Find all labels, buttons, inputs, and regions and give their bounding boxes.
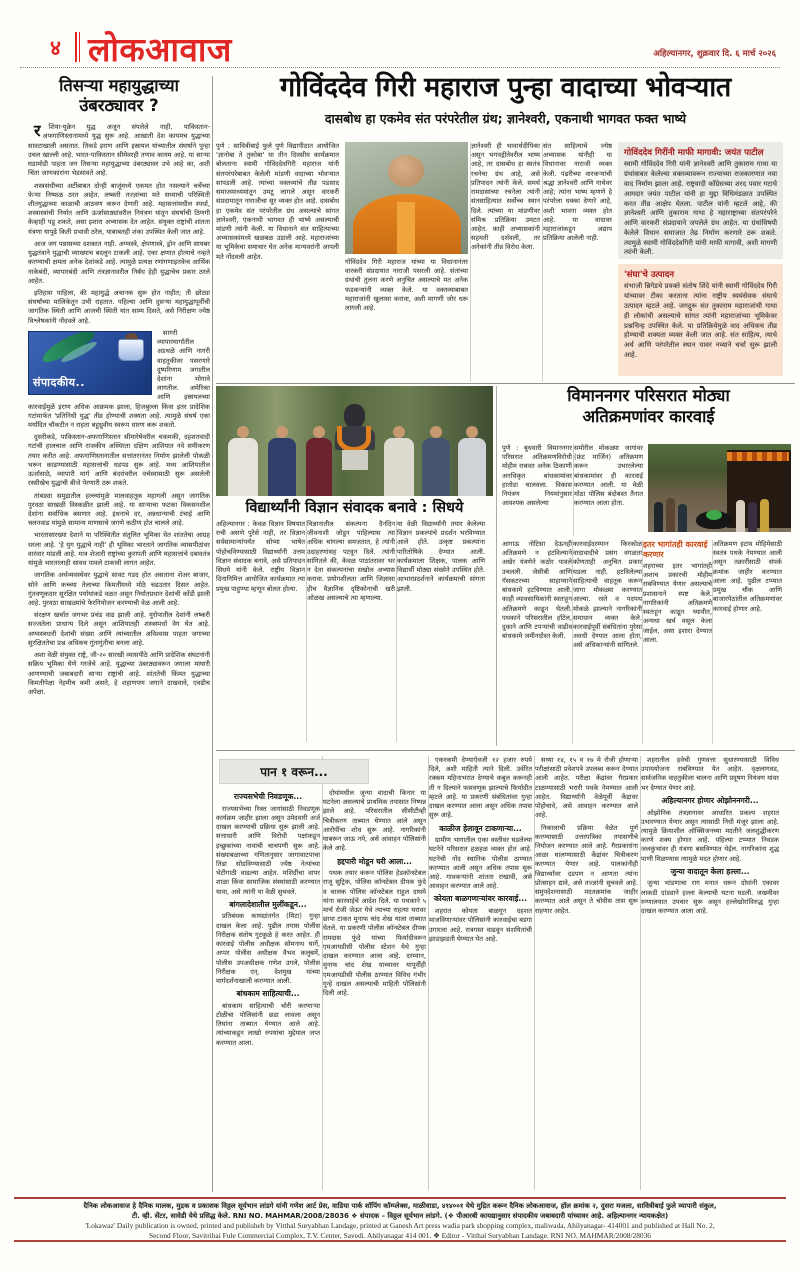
- crowd-green-bag: [706, 510, 722, 520]
- vimannagar-lead-row: [502, 444, 795, 536]
- left-article-body: र शिया-युक्रेन युद्ध अजून संपलेले नाही. पाकिस्तान-अफगाणिस्तानामध्ये युद्ध सुरू आहे. आखाती देश कायमच युद्धाच्या सावटाखाली असतात. तिकडे इराण आणि इस्रायल यांच्यातील संघर्षाने पुन्हा उचल खाल्ली आहे. भारत-पाकिस्तान सीमेवरही तणाव कायम आहे. या साऱ्या घडामोडी पाहता जग तिसऱ्या महायुद्धाच्या उंबरठ्यावर उभे आहे का, अशी चिंता जाणकारांना भेडसावते आहे. शस्त्रसंधीच्या अटींबाबत दोन्ही बाजूंमध्ये एकमत होत नसल्याने चर्चेच्या फेऱ्या निष्फळ ठरत आहेत. लष्करी तज्ज्ञांच्या मते सध्याची परिस्थिती शीतयुद्धाच्या काळाची आठवण करून देणारी आहे. महासत्तांमधील स्पर्धा, शस्त्रास्त्रांची निर्यात आणि ऊर्जासाठ्यांवरील नियंत्रण यांतून संघर्षाची ठिणगी केव्हाही पडू शकते, असा इशारा अभ्यासक देत आहेत. संयुक्त राष्ट्रांची शांतता यंत्रणा यापुढे किती प्रभावी ठरेल, याबाबतही शंका उपस्थित केली जात आहे. आज जग पन्नासच्या दशकात नाही. अण्वस्त्रे, क्षेपणास्त्रे, ड्रोन आणि सायबर युद्धतंत्राने युद्धाची व्याख्याच बदलून टाकली आहे. एका क्षणात होत्याचे नव्हते करण्याची क्षमता अनेक देशांकडे आहे. त्यामुळे प्रत्यक्ष रणांगणाइतकेच आर्थिक नाकेबंदी, व्यापारबंदी आणि तंत्रज्ञानावरील निर्बंध हेही युद्धाचेच प्रकार ठरले आहेत. इतिहास पाहिला, की महायुद्धे अचानक सुरू होत नाहीत; ती छोट्या संघर्षांच्या मालिकेतून उभी राहतात. पहिल्या आणि दुसऱ्या महायुद्धापूर्वीची जागतिक स्थिती आणि आजची स्थिती यांत साम्य दिसते, असे निरीक्षण ज्येष्ठ विश्लेषकांनी नोंदवले आहे. संपादकीय.. सागरी व्यापारमार्गांतील अडथळे आणि नागरी वाहतुकीवर पसरणारे दुष्परिणाम जगातील देशांना भोगावे लागतील. अमेरिका आणि इस्रायलच्या कारवाईमुळे इराण अधिक आक्रमक झाला, हिजबुल्ला किंवा इतर प्रादेशिक गटांमार्फत 'प्रतिनिधी युद्ध' तीव्र होण्याची शक्यता आहे. त्यामुळे संघर्ष एका मर्यादित चौकटीत न राहता बहुध्रुवीय स्वरूप धारण करू शकतो. दुसरीकडे, पाकिस्तान-अफगाणिस्तान सीमारेषेवरील चकमकी, दहशतवादी गटांची हालचाल आणि राजकीय अस्थिरता दक्षिण आशियात नवे समीकरण तयार करीत आहे. अफगाणिस्तानातील सत्तांतरानंतर निर्माण झालेली पोकळी भरून काढण्यासाठी महासत्तांची धडपड सुरू आहे. मध्य आशियातील ऊर्जासाठे, व्यापारी मार्ग आणि बंदरांवरील वर्चस्वासाठी सुरू असलेली रस्सीखेच युद्धाची बीजे पेरणारी ठरू शकते. तांबड्या समुद्रातील हल्ल्यांमुळे मालवाहतूक महागली असून जागतिक पुरवठा साखळी विस्कळीत झाली आहे. या साऱ्याचा फटका विकसनशील देशांना सर्वाधिक बसणार आहे. इंधनाचे दर, अन्नधान्याची टंचाई आणि चलनवाढ यांमुळे सामान्य माणसाचे जगणे कठीण होत चालले आहे. भारतासारख्या देशाने या परिस्थितीत संतुलित भूमिका घेत शांततेचा आग्रह धरला आहे. 'हे युग युद्धाचे नाही' ही भूमिका भारताने जागतिक व्यासपीठांवर वारंवार मांडली आहे. मात्र शेजारी राष्ट्रांच्या कुरापती आणि महासत्तांचे दबावतंत्र यांमुळे भारतालाही सावध पावले टाकावी लागत आहेत. जागतिक अर्थव्यवस्थेवर युद्धाचे सावट गडद होत असताना शेअर बाजार, सोने आणि कच्च्या तेलाच्या किमतींमध्ये मोठे चढउतार दिसत आहेत. गुंतवणूकदार सुरक्षित पर्यायांकडे वळत असून निर्यातप्रधान देशांची कोंडी झाली आहे. पुरवठा साखळ्यांचे फेरनियोजन करण्याची वेळ आली आहे. संरक्षण खर्चात जगभर प्रचंड वाढ झाली आहे. युरोपातील देशांनी लष्करी सज्जतेला प्राधान्य दिले असून आशियातही शस्त्रस्पर्धा वेग घेत आहे. अण्वस्त्रधारी देशांची संख्या आणि त्यांच्यातील अविश्वास पाहता जगाच्या सुरक्षिततेचा प्रश्न अधिकच गुंतागुंतीचा बनला आहे. अशा वेळी संयुक्त राष्ट्रे, जी-२० सारखी व्यासपीठे आणि प्रादेशिक संघटनांनी सक्रिय भूमिका घेणे गरजेचे आहे. युद्धाच्या उंबरठ्यावरून जगाला माघारी आणण्याची जबाबदारी साऱ्या राष्ट्रांची आहे. शांततेची किंमत युद्धाच्या किमतीपेक्षा नेहमीच कमी असते, हे शहाणपण जगाने दाखवावे, एवढीच अपेक्षा.: [28, 121, 210, 696]
- continuation-col3: एकरकमी देण्याऐवजी १२ हजार रुपये दिले, अशी माहिती त्याने दिली. उर्वरित रक्कम महिनाभरात देण्याचे कबूल करूनही ती न दिल्याने फसवणूक झाल्याचे फिर्यादीत म्हटले आहे. या प्रकरणी संबंधितांवर गुन्हा दाखल करण्यात आला असून अधिक तपास सुरू आहे. काळीज हेलावून टाकणाऱ्या... ग्रामीण भागातील एका वस्तीवर घडलेल्या घटनेने परिसरात हळहळ व्यक्त होत आहे. घटनेची नोंद स्थानिक पोलीस ठाण्यात करण्यात आली असून अधिक तपास सुरू आहे. गावकऱ्यांनी शांतता राखावी, असे आवाहन करण्यात आले आहे. कोयता बाळगणाऱ्यांवर कारवाई... शहरात कोयता बाळगून दहशत माजविणाऱ्यांवर पोलिसांनी कारवाईचा बडगा उगारला आहे. रात्रगस्त वाढवून संशयितांची झाडाझडती घेण्यात येत आहे.: [428, 756, 532, 1190]
- main-article-col3: ज्ञानेश्वरी ही भावार्थदीपिका असून भगवद्गीतेवरील भाष्य आहे, तर दासबोध हा स्वतंत्र रचनेचा ग्रंथ आहे, असे प्रतिपादन त्यांनी केले. समर्थ रामदासांच्या रचनेला त्यांनी संतसाहित्यात सर्वोच्च स्थान दिले. त्यांच्या या मांडणीवर संमिश्र प्रतिक्रिया उमटत आहेत. काही अभ्यासकांनी सहमती दर्शवली, तर अनेकांनी तीव्र विरोध केला.: [470, 142, 540, 382]
- continuation-col5: शहरातील हवेची गुणवत्ता सुधारण्यासाठी विविध उपाययोजना राबविण्यात येत आहेत. वृक्षलागवड, सार्वजनिक वाहतुकीला चालना आणि प्रदूषण नियंत्रण यांवर भर देण्यात येणार आहे. अहिल्यानगर होणार ओझोननगरी... ओझोनिक तंत्रज्ञानावर आधारित प्रकल्प शहरात उभारण्यात येणार असून त्यासाठी निधी मंजूर झाला आहे. त्यामुळे क्रियाशील ऑक्सिजनच्या मदतीने जलशुद्धीकरण करणे शक्य होणार आहे. पहिल्या टप्प्यात निवडक जलकुंभांवर ही यंत्रणा बसविण्यात येईल. नागरिकांना शुद्ध पाणी मिळण्यास त्यामुळे मदत होणार आहे. जुन्या वादातून केला हल्ला... जुन्या भांडणाचा राग मनात धरून दोघांनी एकावर लाकडी दांड्याने हल्ला केल्याची घटना घडली. जखमीवर रुग्णालयात उपचार सुरू असून हल्लेखोरांविरुद्ध गुन्हा दाखल करण्यात आला आहे.: [640, 756, 779, 1190]
- sidebar-box2-head: 'संघा'चे उत्पादन: [624, 270, 675, 280]
- editorial-image: [28, 331, 152, 395]
- person: [306, 438, 332, 496]
- crowd-figure: [748, 502, 757, 532]
- monk-head: [388, 155, 424, 187]
- crowd-figure: [760, 499, 769, 532]
- sidebar-box1-head: गोविंददेव गिरींनी माफी मागावी: जयंत पाटील: [624, 148, 764, 158]
- vimannagar-col1: आगाऊ नोटिसा देऊनही अतिक्रमणे न हटविल्याने अखेर यंत्रणेने कठोर पावले उचलली. जेसीबी आणि गॅसकटरच्या साहाय्याने बांधकामे हटविण्यात आली. काही व्यावसायिकांनी स्वतःहून अतिक्रमणे काढून घेतली. पथकाने परिसरातील हॉटेल, दुकाने आणि टपऱ्यांची वाढीव बांधकामे जमीनदोस्त केली.: [502, 540, 572, 641]
- person: [422, 438, 450, 496]
- sidebar-box-sangh: [618, 264, 783, 376]
- left-article: [28, 76, 210, 1192]
- statue-garland: [337, 426, 371, 452]
- crowd-figure: [666, 498, 675, 532]
- sidebar-box-patil: [618, 142, 783, 259]
- person: [228, 438, 258, 496]
- column-rule-mid: [496, 386, 497, 746]
- science-columns: [216, 520, 493, 742]
- main-headline: गोविंददेव गिरी महाराज पुन्हा वादाच्या भोवऱ्यात: [279, 72, 732, 103]
- middle-section: [216, 386, 795, 746]
- section-rule-1: [216, 383, 795, 384]
- continuation-columns: [216, 756, 795, 1190]
- statue-photo: [216, 386, 493, 496]
- page-number: ४: [50, 36, 61, 60]
- person: [458, 438, 486, 496]
- science-col1: अहिल्यानगर : केवळ विज्ञान विषयात रुची असणे पुरेसे नाही, तर विज्ञान सर्वसामान्यांपर्यंत सोप्या भाषेत पोहोचविण्यासाठी विद्यार्थ्यांनी उत्तम विज्ञान संवादक बनावे, असे प्रतिपादन सिधये यांनी केले. राष्ट्रीय विज्ञान दिनानिमित्त आयोजित कार्यक्रमात त्या प्रमुख पाहुण्या म्हणून बोलत होत्या.: [216, 520, 305, 593]
- editorial-label: संपादकीय..: [33, 376, 85, 390]
- vimannagar-headline: विमाननगर परिसरात मोठ्या अतिक्रमणांवर कारवाई: [567, 386, 730, 426]
- vimannagar-lead-col2: समोरील मोकळ्या जागांवर (फ्रंट मार्जिन) अतिक्रमण करून उभारलेल्या बांधकामांवर ही कारवाई करण्यात आली. या वेळी मोठा पोलिस बंदोबस्त तैनात करण्यात आला होता.: [573, 444, 643, 536]
- vimannagar-body-row: [502, 540, 795, 744]
- main-article-col2: गोविंददेव गिरी महाराज यांच्या या विधानानंतर वारकरी संप्रदायात नाराजी पसरली आहे. संतांच्या ग्रंथांची तुलना करणे अनुचित असल्याचे मत अनेक फडकऱ्यांनी व्यक्त केले. या वक्तव्याबाबत महाराजांनी खुलासा करावा, अशी मागणी जोर धरू लागली आहे.: [345, 142, 468, 382]
- person: [384, 438, 414, 496]
- imprint-marathi-line2: टी. व्ही. सेंटर, सावेडी येथे प्रसिद्ध केले. RNI NO. MAHMAR/2008/28036 ❖ संपादक – विठ्ठल सूर्यभान लांडगे. (❖ पीआरबी कायद्यानुसार संपादकीय जबाबदारी यांच्यावर आहे. अहिल्यानगर न्यायकक्षेत): [131, 1212, 669, 1220]
- vimannagar-article: [502, 386, 795, 746]
- continuation-col4: सध्या १४, १५ व १७ मे रोजी होणाऱ्या परीक्षांसाठी प्रवेशपत्रे उपलब्ध करून देण्यात आली आहेत. परीक्षा केंद्रांवर गैरप्रकार टाळण्यासाठी भरारी पथके नेमण्यात आली आहेत. विद्यार्थ्यांनी वेळेपूर्वी केंद्रावर पोहोचावे, असे आवाहन करण्यात आले आहे. निकालाची प्रक्रिया वेळेत पूर्ण करण्यासाठी उत्तरपत्रिका तपासणीचे नियोजन करण्यात आले आहे. गैरप्रकारांना आळा घालण्यासाठी केंद्रांवर चित्रीकरण करण्यात येणार आहे. पालकांनीही विद्यार्थ्यांवर दडपण न आणता त्यांना प्रोत्साहन द्यावे, असे तज्ज्ञांनी सुचवले आहे. समुपदेशनासाठी मदतक्रमांक जाहीर करण्यात आले असून ते चोवीस तास सुरू राहणार आहेत.: [534, 756, 638, 1190]
- dateline: अहिल्यानगर, शुक्रवार दि. ६ मार्च २०२६: [653, 49, 776, 59]
- imprint-english-line1: 'Lokawaz' Daily publication is owned, printed and publisheb by Vitthal Suryabhan Landage, printed at Ganesh Art press wadia park shopping complex, maliwada, Ahilyanagar- 414001 and published at Hall No. 2,: [85, 1221, 715, 1230]
- continuation-section: [216, 756, 795, 1190]
- continuation-col1: राज्यसभेची निवडणूक... राज्यसभेच्या रिक्त जागांसाठी निवडणूक कार्यक्रम जाहीर झाला असून उमेदवारी अर्ज दाखल करण्याची प्रक्रिया सुरू झाली आहे. सत्ताधारी आणि विरोधी पक्षांकडून इच्छुकांच्या नावांची चाचपणी सुरू आहे. संख्याबळाच्या गणितानुसार जागावाटपाचा तिढा सोडविण्यासाठी ज्येष्ठ नेत्यांच्या भेटीगाठी वाढल्या आहेत. मशिदींचा वापर शाळा किंवा सामाजिक संस्थांसाठी करण्यात यावा, असे त्यांनी या वेळी सुचवले. बांगलादेशातील मुलींकडून... प्रतिबंधक कायद्यांतर्गत (मिटा) गुन्हा दाखल केला आहे. पुढील तपास पोलीस निरीक्षक संतोष गुटकुळे हे करत आहेत. ही कारवाई पोलीस अधीक्षक सोमनाथ घार्गे, अप्पर पोलीस अधीक्षक वैभव कलुबर्मे, पोलीस उपअधीक्षक गणेश उगले, पोलीस निरीक्षक एन्. देशमुख यांच्या मार्गदर्शनाखाली करण्यात आली. बांधकाम साहित्याची... बांधकाम साहित्याची चोरी करणाऱ्या टोळीचा पोलिसांनी छडा लावला असून तिघांना ताब्यात घेण्यात आले आहे. त्यांच्याकडून लाखो रुपयांचा मुद्देमाल जप्त करण्यात आला.: [216, 792, 320, 1047]
- masthead: लोकआवाज: [88, 30, 232, 69]
- crowd-figure: [736, 500, 745, 532]
- continued-from-page1-label: पान १ वरून...: [219, 759, 369, 784]
- science-headline: विद्यार्थ्यांनी विज्ञान संवादक बनावे : सिधये: [245, 500, 464, 516]
- main-article-columns: [216, 142, 795, 382]
- section-rule-2: [216, 750, 795, 751]
- crowd-figure: [678, 504, 687, 532]
- column-rule: [212, 76, 213, 1192]
- science-article: [216, 386, 493, 746]
- science-col3: या वेळी विद्यार्थ्यांनी तयार केलेल्या विज्ञान प्रकल्पांचे प्रदर्शन भरविण्यात आले होते. उत्कृष्ट प्रकल्पांना पारितोषिके देण्यात आली. कार्यक्रमाला शिक्षक, पालक आणि विद्यार्थी मोठ्या संख्येने उपस्थित होते. आभारप्रदर्शनाने कार्यक्रमाची सांगता झाली.: [396, 520, 485, 742]
- statue-bust: [344, 404, 365, 428]
- inkpot-icon: [118, 339, 144, 361]
- vimannagar-lead-col1: पुणे : बुधवारी विमाननगर परिसरात अतिक्रमणविरोधी मोहीम राबवत अनेक ठिकाणी अनधिकृत बांधकामांवर हातोडा चालवला. विकास नियंत्रण नियमांनुसार आवश्यक असलेल्या: [502, 444, 572, 508]
- imprint-english-line2: Second Floor, Savitribai Fule Commercial Complex, T.V. Center, Savedi. Ahilyanagar 414 001. ❖ Editor - Vitthal Suryabhan Landage. RNI NO. MAHMAR/2008/28036: [149, 1231, 651, 1241]
- vimannagar-red-subhead: इतर भागांतही कारवाई करणार: [643, 540, 708, 559]
- main-section: [216, 72, 795, 1047]
- continuation-col2: दोघांमधील जुन्या वादाची किनार या घटनेला असल्याचे प्राथमिक तपासात निष्पन्न झाले आहे. परिसरातील सीसीटीव्ही चित्रीकरण ताब्यात घेण्यात आले असून आरोपींचा शोध सुरू आहे. नागरिकांनी घाबरून जाऊ नये, असे आवाहन पोलिसांनी केले आहे. हद्दपारी मोडून घरी आला... पथक तयार करून पोलिस हेडकॉन्स्टेबल राजू सुट्रिक, पोलिस कॉन्स्टेबल दीपक फुंदे व चालक पोलिस कॉन्स्टेबल राहुल दाघमे यांना कारवाईचे आदेश दिले. या पथकाने ५ मार्च रोजी जेऊर येथे त्याच्या राहत्या घरावर छापा टाकत मुनाफ चांद शेख याला ताब्यात घेतले. या प्रकरणी पोलीस कॉन्स्टेबल दीपक रामदास फुंदे यांच्या फिर्यादीवरून एमआयडीसी पोलीस स्टेशन येथे गुन्हा दाखल करण्यात आला आहे. दरम्यान, मुनाफ चांद शेख याच्यावर यापूर्वीही एमआयडीसी पोलीस ठाण्यात विविध गंभीर गुन्हे दाखल असल्याची माहिती पोलिसांनी दिली आहे.: [322, 756, 426, 1190]
- science-col2: विज्ञानातील संकल्पना दैनंदिन जीवनाशी जोडून पाहिल्यास त्या अधिक चांगल्या समजतात, हे त्यांनी उदाहरणांसह पटवून दिले. त्यांनी सांगितले की, केवळ पाठांतरावर भर न देता संकल्पनांचा सखोल अभ्यास करावा. प्रयोगशीलता आणि जिज्ञासा हीच वैज्ञानिक दृष्टिकोनाची खरी ओळख असल्याचे त्या म्हणाल्या.: [306, 520, 395, 742]
- drop-cap: र: [34, 121, 41, 141]
- page-header: [20, 28, 780, 68]
- imprint-footer: [14, 1197, 786, 1242]
- crowd-bunting: [727, 452, 789, 461]
- person: [268, 438, 296, 496]
- sidebar-box1-body: स्वामी गोविंददेव गिरी यांनी ज्ञानेश्वरी आणि तुकाराम गाथा या ग्रंथांबाबत केलेल्या वक्तव्यावरून राज्याच्या राजकारणात नवा वाद निर्माण झाला आहे. राष्ट्रवादी काँग्रेसच्या शरद पवार गटाचे आमदार जयंत पाटील यांनी हा मुद्दा विधिमंडळात उपस्थित करत तीव्र आक्षेप घेतला. पाटील यांनी म्हटले आहे, की ज्ञानेश्वरी आणि तुकाराम गाथा हे महाराष्ट्राच्या संतपरंपरेने आणि वारकरी संप्रदायाने जपलेले ग्रंथ आहेत. या ग्रंथांविषयी केलेले विधान समाजात तेढ निर्माण करणारे ठरू शकते. त्यामुळे स्वामी गोविंददेवगिरी यांनी माफी मागावी, अशी मागणी त्यांनी केली.: [624, 160, 777, 257]
- monk-sash: [397, 202, 415, 254]
- main-article-col1: पुणे : सावित्रीबाई फुले पुणे विद्यापीठात आयोजित 'ज्ञानोबा ते तुकोबा' या तीन दिवसीय कार्यक्रमात बोलताना स्वामी गोविंददेवगिरी महाराज यांनी संतपरंपरेबाबत केलेली मांडणी वादाच्या भोवऱ्यात सापडली आहे. त्यांच्या वक्तव्यांचे तीव्र पडसाद समाजमाध्यमांतून उमटू लागले असून वारकरी संप्रदायातून नाराजीचा सूर व्यक्त होत आहे. दासबोध हा एकमेव संत परंपरेतील ग्रंथ असल्याचे सांगत ज्ञानेश्वरी, एकनाथी भागवत ही भाष्ये असल्याची मांडणी त्यांनी केली. या विधानाने संत साहित्याच्या अभ्यासकांमध्ये खळबळ उडाली आहे. महाराजांच्या या भूमिकेचा समाचार घेत अनेक मान्यवरांनी आपली मते नोंदवली आहेत.: [216, 142, 339, 261]
- left-article-headline: तिसऱ्या महायुद्धाच्या उंबरठ्यावर ?: [59, 76, 179, 116]
- crowd-figure: [654, 502, 663, 532]
- vimannagar-col3: इतर भागांतही कारवाई करणार शहराच्या इतर भागांतही अशाच प्रकारची मोहीम राबविण्यात येणार असल्याचे प्रशासनाने स्पष्ट केले. नागरिकांनी अतिक्रमणे स्वतःहून काढून घ्यावीत, अन्यथा खर्च वसूल केला जाईल, असा इशारा देण्यात आला.: [642, 540, 712, 744]
- vimannagar-col4: अतिक्रमण हटाव मोहिमेसाठी स्वतंत्र पथके नेमण्यात आली असून तक्रारींसाठी संपर्क क्रमांक जाहीर करण्यात आला आहे. पुढील टप्प्यात प्रमुख चौक आणि बाजारपेठांतील अतिक्रमणांवर कारवाई होणार आहे.: [712, 540, 782, 744]
- main-subhead: दासबोध हा एकमेव संत परंपरेतील ग्रंथ; ज्ञानेश्वरी, एकनाथी भागवत फक्त भाष्ये: [324, 111, 687, 127]
- sidebar: [618, 142, 783, 382]
- main-article-col4: संत साहित्याचे ज्येष्ठ अभ्यासक यांनीही या विधानावर नाराजी व्यक्त केली. पंढरीच्या वारकऱ्यांची श्रद्धा ज्ञानेश्वरी आणि गाथेवर आहे; त्यांना भाष्य म्हणणे हे परंपरेला धक्का देणारे आहे, अशी भावना व्यक्त होत आहे. या वादावर महाराजांकडून अद्याप प्रतिक्रिया आलेली नाही.: [542, 142, 612, 382]
- vimannagar-col2: कारवाईदरम्यान किरकोळ वादावादीचे प्रसंग वगळता कोणताही अनुचित प्रकार घडला नाही. हटविलेल्या साहित्याची वाहतूक करून जागा मोकळ्या करण्यात आल्या. रस्ते व पदपथ मोकळे झाल्याने नागरिकांनी समाधान व्यक्त केले. कारवाईपूर्वी संबंधितांना पुरेसा अवधी देण्यात आला होता, असे अधिकाऱ्यांनी सांगितले.: [572, 540, 642, 744]
- imprint-marathi-line1: दैनिक लोकआवाज हे दैनिक मालक, मुद्रक व प्रकाशक विठ्ठल सूर्यभान लांडगे यांनी गणेश आर्ट प्रेस, वाडिया पार्क शॉपिंग कॉम्प्लेक्स, माळीवाडा, ४१४००१ येथे मुद्रित करून दैनिक लोकआवाज, हॉल क्रमांक २, दुसरा मजला, सावित्रीबाई फुले व्यापारी संकुल,: [83, 1202, 717, 1210]
- header-rule: [20, 67, 780, 68]
- sidebar-box2-body: संभाजी ब्रिगेडचे प्रवक्ते संतोष शिंदे यांनी स्वामी गोविंददेव गिरी यांच्यावर टीका करताना त्यांना राष्ट्रीय स्वयंसेवक संघाचे उत्पादन म्हटले आहे. जगद्गुरू संत तुकाराम महाराजांची गाथा ही लोकांची असल्याचे सांगत त्यांनी महाराजांच्या भूमिकेवर प्रश्नचिन्ह उपस्थित केले. या प्रतिक्रियेमुळे वाद अधिकच तीव्र होण्याची शक्यता व्यक्त केली जात आहे. संत साहित्य, त्याचे अर्थ आणि परंपरेतील स्थान यावर नव्याने चर्चा सुरू झाली आहे.: [624, 282, 777, 359]
- demolition-photo: [648, 444, 791, 532]
- monk-photo: [345, 142, 468, 254]
- statue-pedestal: [342, 450, 368, 470]
- masthead-divider: [75, 32, 80, 62]
